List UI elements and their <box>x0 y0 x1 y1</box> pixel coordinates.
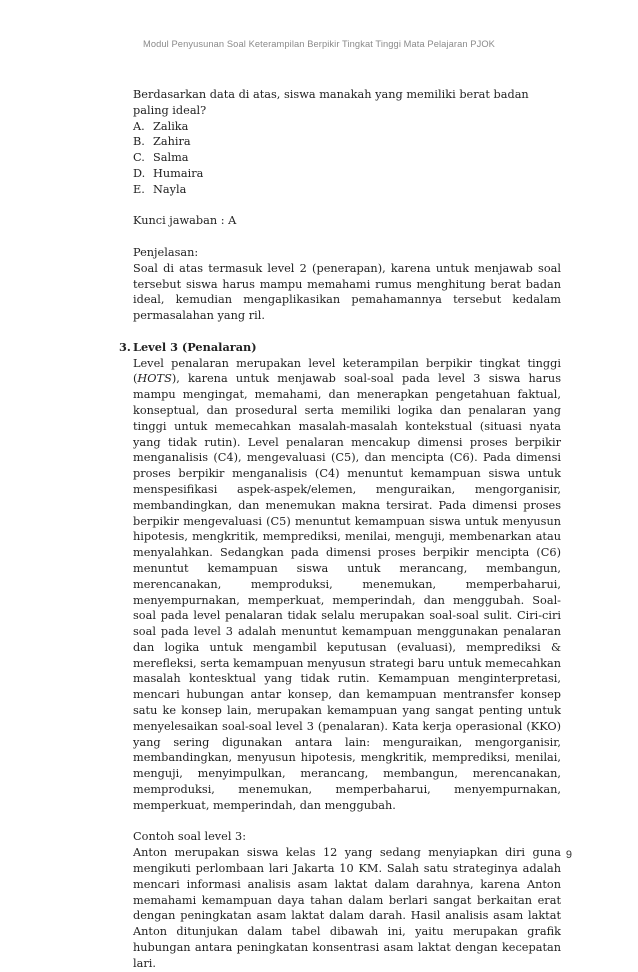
option-text: Humaira <box>153 166 204 180</box>
example-text: Anton merupakan siswa kelas 12 yang sedang menyiapkan diri guna mengikuti perlombaan lari Jakarta 10 KM. Salah satu strateginya adalah mencari informasi analisis asam laktat dalam darahnya, karena Anton memahami kemampuan daya tahan dalam berlari sangat berkaitan erat dengan peningkatan asam laktat dalam darah. Hasil analisis asam laktat Anton ditunjukan dalam tabel dibawah ini, yaitu merupakan grafik hubungan antara peningkatan konsentrasi asam laktat dengan kecepatan lari. <box>133 846 561 970</box>
section-number: 3. <box>119 339 131 354</box>
option-item <box>133 119 561 135</box>
hots-term: HOTS <box>137 372 172 386</box>
option-letter: A. <box>133 119 145 133</box>
option-item <box>133 166 561 182</box>
page-content <box>119 87 561 972</box>
option-letter: B. <box>133 135 145 149</box>
page-number: 9 <box>565 849 572 861</box>
option-item <box>133 182 561 198</box>
section-body-part-1: Level penalaran merupakan level keterampilan berpikir tingkat tinggi ( <box>133 356 561 386</box>
section-title: Level 3 (Penalaran) <box>133 339 257 354</box>
option-text: Zalika <box>153 119 189 133</box>
option-item <box>133 150 561 166</box>
running-header: Modul Penyusunan Soal Keterampilan Berpikir Tingkat Tinggi Mata Pelajaran PJOK <box>143 39 495 49</box>
option-letter: E. <box>133 182 145 196</box>
question-prompt: Berdasarkan data di atas, siswa manakah yang memiliki berat badan paling ideal? <box>133 88 529 117</box>
option-list <box>133 119 561 198</box>
option-letter: C. <box>133 151 145 165</box>
section-body-part-2: ), karena untuk menjawab soal-soal pada level 3 siswa harus mampu mengingat, memahami, dan menerapkan pengetahuan faktual, konseptual, dan prosedural serta memiliki logika dan penalaran yang tinggi untuk memecahkan masalah-masalah kontekstual (situasi nyata yang tidak rutin). Level penalaran mencakup dimensi proses berpikir menganalisis (C4), mengevaluasi (C5), dan mencipta (C6). Pada dimensi proses berpikir menganalisis (C4) menuntut kemampuan siswa untuk menspesifikasi aspek-aspek/elemen, menguraikan, mengorganisir, membandingkan, dan menemukan makna tersirat. Pada dimensi proses berpikir mengevaluasi (C5) menuntut kemampuan siswa untuk menyusun hipotesis, mengkritik, memprediksi, menilai, menguji, membenarkan atau menyalahkan. Sedangkan pada dimensi proses berpikir mencipta (C6) menuntut kemampuan siswa untuk merancang, membangun, merencanakan, memproduksi, menemukan, memperbaharui, menyempurnakan, memperkuat, memperindah, dan menggubah. Soal-soal pada level penalaran tidak selalu merupakan soal-soal sulit. Ciri-ciri soal pada level 3 adalah menuntut kemampuan menggunakan penalaran dan logika untuk mengambil keputusan (evaluasi), memprediksi & merefleksi, serta kemampuan menyusun strategi baru untuk memecahkan masalah kontesktual yang tidak rutin. Kemampuan menginterpretasi, mencari hubungan antar konsep, dan kemampuan mentransfer konsep satu ke konsep lain, merupakan kemampuan yang sangat penting untuk menyelesaikan soal-soal level 3 (penalaran). Kata kerja operasional (KKO) yang sering digunakan antara lain: menguraikan, mengorganisir, membandingkan, menyusun hipotesis, mengkritik, memprediksi, menilai, menguji, menyimpulkan, merancang, membangun, merencanakan, memproduksi, menemukan, memperbaharui, menyempurnakan, memperkuat, memperindah, dan menggubah. <box>133 372 561 812</box>
answer-key: Kunci jawaban : A <box>133 214 237 228</box>
example-label: Contoh soal level 3: <box>133 830 247 844</box>
section-body <box>133 356 561 814</box>
explanation-text: Soal di atas termasuk level 2 (penerapan), karena untuk menjawab soal tersebut siswa harus mampu memahami rumus menghitung berat badan ideal, kemudian mengaplikasikan pemahamannya tersebut kedalam permasalahan yang ril. <box>133 261 561 323</box>
section-heading <box>119 339 561 356</box>
explanation-label: Penjelasan: <box>133 245 199 259</box>
option-item <box>133 134 561 150</box>
option-text: Nayla <box>153 182 187 196</box>
option-text: Zahira <box>153 135 191 149</box>
option-text: Salma <box>153 151 189 165</box>
option-letter: D. <box>133 166 146 180</box>
